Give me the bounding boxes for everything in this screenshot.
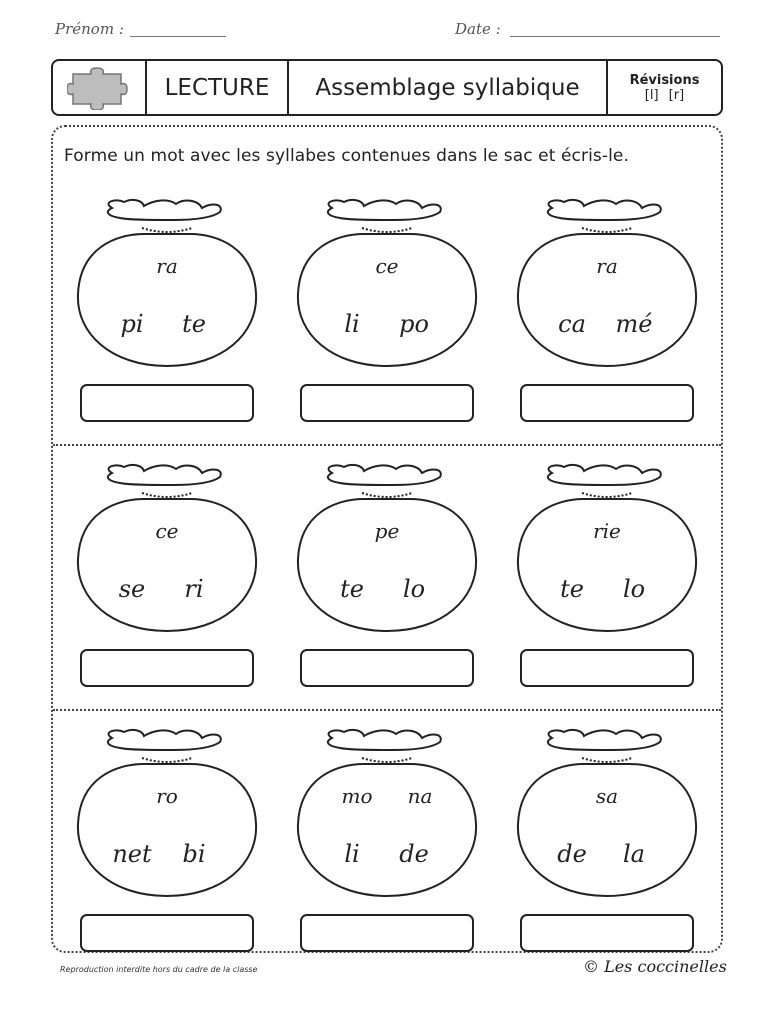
syllable-top-left: mo xyxy=(341,784,373,808)
syllable-top: pe xyxy=(374,519,400,543)
answer-box[interactable] xyxy=(300,384,474,422)
instruction-text: Forme un mot avec les syllabes contenues dans le sac et écris-le. xyxy=(64,146,629,166)
syllable-top-right: na xyxy=(407,784,433,808)
syllable-left: de xyxy=(557,840,587,868)
syllable-right: ri xyxy=(184,575,204,603)
syllable-right: lo xyxy=(402,575,426,603)
prenom-line xyxy=(130,36,226,37)
sack-icon xyxy=(512,463,702,643)
revisions-block xyxy=(608,61,721,114)
row-divider-2 xyxy=(53,709,721,711)
bag-exercise-6 xyxy=(512,463,702,703)
answer-box[interactable] xyxy=(80,384,254,422)
revisions-letters: [l] [r] xyxy=(644,87,685,103)
bag-exercise-7 xyxy=(72,728,262,968)
bag-exercise-2 xyxy=(292,198,482,438)
sack-icon xyxy=(72,728,262,908)
syllable-left: pi xyxy=(120,310,144,338)
page-title: Assemblage syllabique xyxy=(289,61,608,114)
answer-box[interactable] xyxy=(80,649,254,687)
syllable-right: mé xyxy=(615,310,653,338)
sack-icon xyxy=(292,198,482,378)
bag-exercise-9 xyxy=(512,728,702,968)
sack-icon xyxy=(72,198,262,378)
bag-exercise-8 xyxy=(292,728,482,968)
sack-icon xyxy=(292,463,482,643)
copyright-notice: Reproduction interdite hors du cadre de la classe xyxy=(60,965,258,974)
syllable-left: li xyxy=(344,310,360,338)
puzzle-piece-icon xyxy=(67,66,131,110)
syllable-top: ce xyxy=(375,254,399,278)
answer-box[interactable] xyxy=(520,384,694,422)
bag-exercise-3 xyxy=(512,198,702,438)
date-line xyxy=(510,36,720,37)
sack-icon xyxy=(292,728,482,908)
row-divider-1 xyxy=(53,444,721,446)
syllable-right: te xyxy=(182,310,206,338)
answer-box[interactable] xyxy=(520,914,694,952)
syllable-right: lo xyxy=(622,575,646,603)
prenom-label: Prénom : xyxy=(55,20,124,38)
answer-box[interactable] xyxy=(80,914,254,952)
syllable-top: sa xyxy=(595,784,619,808)
syllable-left: net xyxy=(112,840,152,868)
syllable-left: se xyxy=(118,575,146,603)
brand-signature: © Les coccinelles xyxy=(583,957,727,976)
syllable-top: ro xyxy=(156,784,178,808)
syllable-left: li xyxy=(344,840,360,868)
revisions-title: Révisions xyxy=(629,72,700,88)
syllable-top: ce xyxy=(155,519,179,543)
answer-box[interactable] xyxy=(300,914,474,952)
date-label: Date : xyxy=(455,20,501,38)
puzzle-logo xyxy=(53,61,147,114)
syllable-left: te xyxy=(560,575,584,603)
syllable-left: ca xyxy=(558,310,586,338)
subject-label: LECTURE xyxy=(147,61,289,114)
bag-exercise-4 xyxy=(72,463,262,703)
syllable-right: po xyxy=(399,310,429,338)
bag-exercise-5 xyxy=(292,463,482,703)
worksheet-header xyxy=(51,59,723,116)
syllable-top: rie xyxy=(593,519,621,543)
syllable-top: ra xyxy=(596,254,618,278)
syllable-top: ra xyxy=(156,254,178,278)
syllable-right: la xyxy=(623,840,645,868)
syllable-left: te xyxy=(340,575,364,603)
answer-box[interactable] xyxy=(520,649,694,687)
syllable-right: bi xyxy=(182,840,206,868)
bag-exercise-1 xyxy=(72,198,262,438)
answer-box[interactable] xyxy=(300,649,474,687)
sack-icon xyxy=(72,463,262,643)
sack-icon xyxy=(512,728,702,908)
sack-icon xyxy=(512,198,702,378)
syllable-right: de xyxy=(399,840,429,868)
